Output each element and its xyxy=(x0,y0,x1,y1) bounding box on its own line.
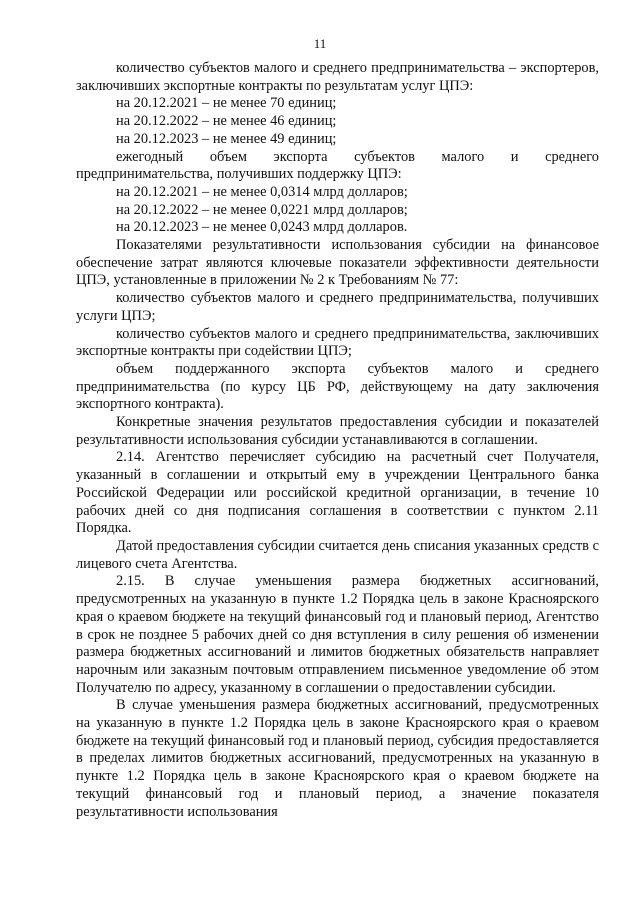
paragraph: количество субъектов малого и среднего предпринимательства, получивших услуги ЦПЭ; xyxy=(76,290,599,324)
paragraph: количество субъектов малого и среднего предпринимательства – экспортеров, заключивших экспортные контракты по результатам услуг ЦПЭ: xyxy=(76,60,599,94)
page-number: 11 xyxy=(313,36,327,51)
paragraph: на 20.12.2022 – не менее 0,0221 млрд долларов; xyxy=(116,201,408,218)
paragraph: количество субъектов малого и среднего предпринимательства, заключивших экспортные контракты при содействии ЦПЭ; xyxy=(76,325,599,360)
paragraph: на 20.12.2023 – не менее 49 единиц; xyxy=(116,130,337,147)
paragraph: на 20.12.2021 – не менее 0,0314 млрд долларов; xyxy=(116,183,408,200)
document-body xyxy=(76,60,599,821)
paragraph: В случае уменьшения размера бюджетных ассигнований, предусмотренных на указанную в пункте 1.2 Порядка цель в законе Красноярского края о краевом бюджете на текущий финансовый год и плановый период, субсидия предоставляется в пределах лимитов бюджетных ассигнований, предусмотренных на указанную в пункте 1.2 Порядка цель в законе Красноярского края о краевом бюджете на текущий финансовый год и плановый период, а значение показателя результативности использования xyxy=(76,697,599,820)
paragraph: Конкретные значения результатов предоставления субсидии и показателей результативности использования субсидии устанавливаются в соглашении. xyxy=(76,414,599,448)
paragraph: 2.14. Агентство перечисляет субсидию на расчетный счет Получателя, указанный в соглашении и открытый ему в учреждении Центрального банка Российской Федерации или российской кредитной организации, в течение 10 рабочих дней со дня подписания соглашения в соответствии с пунктом 2.11 Порядка. xyxy=(76,449,599,537)
paragraph: Датой предоставления субсидии считается день списания указанных средств с лицевого счета Агентства. xyxy=(76,537,599,572)
paragraph: на 20.12.2023 – не менее 0,0243 млрд долларов. xyxy=(116,219,408,236)
paragraph: ежегодный объем экспорта субъектов малого и среднего предпринимательства, получивших поддержку ЦПЭ: xyxy=(76,148,599,183)
paragraph: объем поддержанного экспорта субъектов малого и среднего предпринимательства (по курсу ЦБ РФ, действующему на дату заключения экспортного контракта). xyxy=(76,360,599,413)
paragraph: на 20.12.2022 – не менее 46 единиц; xyxy=(116,113,337,130)
paragraph: на 20.12.2021 – не менее 70 единиц; xyxy=(116,95,337,112)
paragraph: Показателями результативности использования субсидии на финансовое обеспечение затрат являются ключевые показатели эффективности деятельности ЦПЭ, установленные в приложении № 2 к Требованиям № 77: xyxy=(76,237,599,289)
paragraph: 2.15. В случае уменьшения размера бюджетных ассигнований, предусмотренных на указанную в пункте 1.2 Порядка цель в законе Красноярского края о краевом бюджете на текущий финансовый год и плановый период, Агентство в срок не позднее 5 рабочих дней со дня вступления в силу решения об изменении размера бюджетных ассигнований и лимитов бюджетных обязательств направляет нарочным или заказным почтовым отправлением письменное уведомление об этом Получателю по адресу, указанному в соглашении о предоставлении субсидии. xyxy=(76,573,599,696)
